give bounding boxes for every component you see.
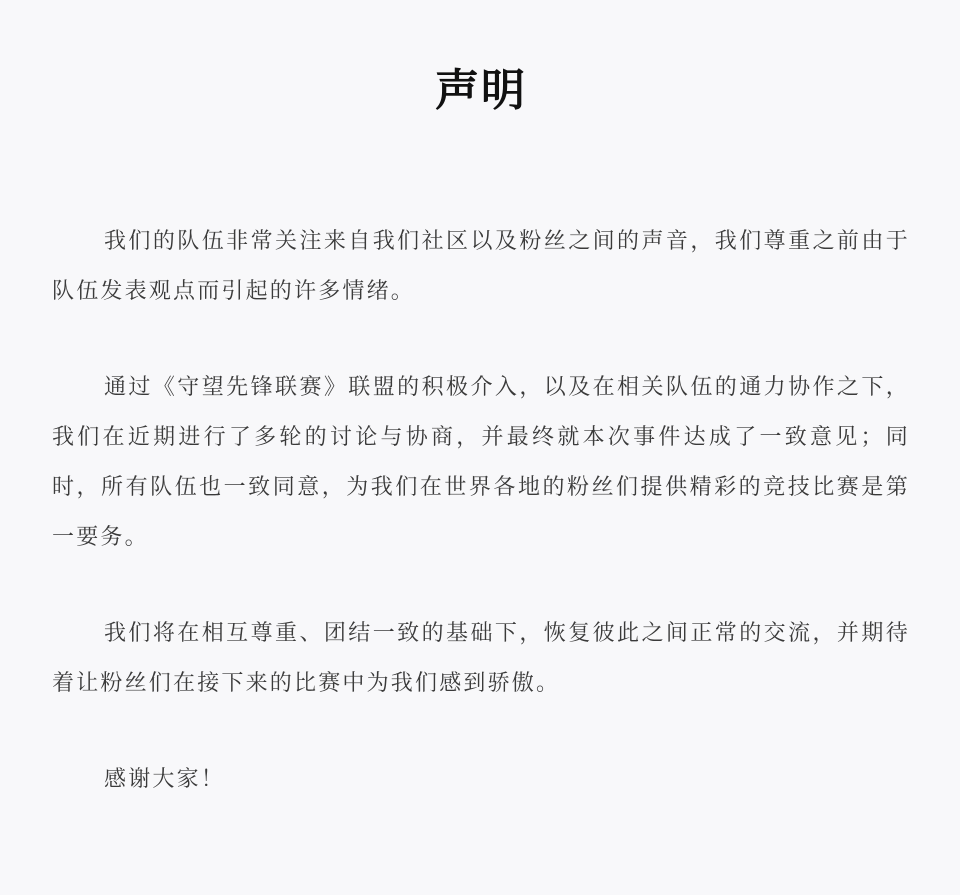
closing-thanks: 感谢大家！: [104, 767, 226, 792]
page-title: 声明: [435, 65, 527, 116]
paragraph-mutual-respect: 我们将在相互尊重、团结一致的基础下，恢复彼此之间正常的交流，并期待着让粉丝们在接下来的比赛中为我们感到骄傲。: [52, 621, 910, 696]
paragraph-community-concern: 我们的队伍非常关注来自我们社区以及粉丝之间的声音，我们尊重之前由于队伍发表观点而引起的许多情绪。: [52, 229, 910, 304]
statement-body: [52, 217, 910, 805]
paragraph-league-agreement: 通过《守望先锋联赛》联盟的积极介入，以及在相关队伍的通力协作之下，我们在近期进行了多轮的讨论与协商，并最终就本次事件达成了一致意见；同时，所有队伍也一致同意，为我们在世界各地的粉丝们提供精彩的竞技比赛是第一要务。: [52, 375, 910, 550]
